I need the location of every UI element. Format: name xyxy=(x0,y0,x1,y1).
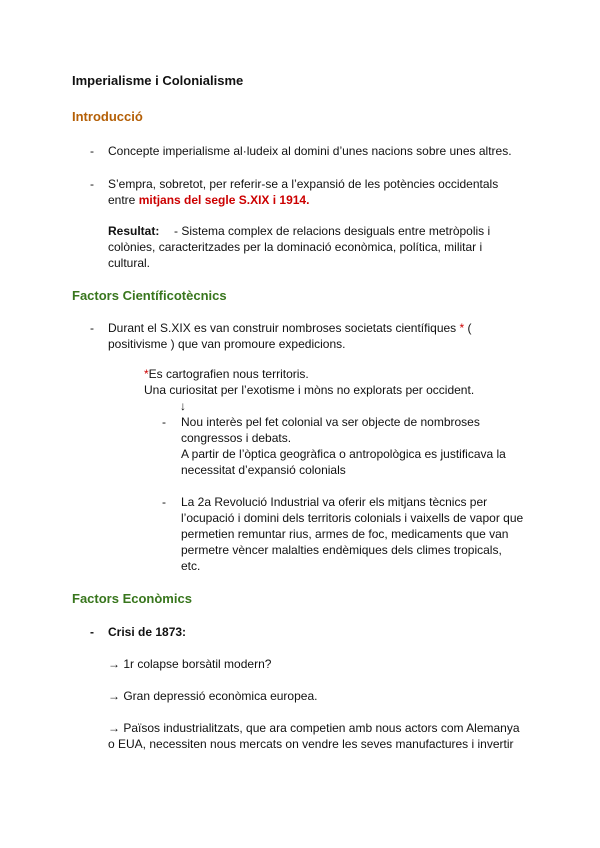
heading-factors-economics: Factors Econòmics xyxy=(72,591,192,606)
econ-bullet-crisi: Crisi de 1873: xyxy=(108,625,187,639)
cient-sub-1-line-2: congressos i debats. xyxy=(181,431,292,445)
result-text-1: - Sistema complex de relacions desiguals entre metròpolis i xyxy=(174,224,491,238)
result-label: Resultat: xyxy=(108,224,160,238)
intro-bullet-2-line-1: S’empra, sobretot, per referir-se a l’expansió de les potències occidentals xyxy=(108,177,499,191)
cient-bullet-1-paren: ( xyxy=(467,321,472,335)
econ-arrow-2: → Gran depressió econòmica europea. xyxy=(108,689,318,703)
econ-arrow-1: → 1r colapse borsàtil modern? xyxy=(108,657,272,671)
bullet-dash: - xyxy=(90,321,94,335)
arrow-down-icon: ↓ xyxy=(180,399,186,413)
intro-highlight-dates: mitjans del segle S.XIX i 1914. xyxy=(138,193,310,207)
heading-factors-cientificotecnics: Factors Científicotècnics xyxy=(72,288,227,303)
cient-sub-2-line-5: etc. xyxy=(181,559,201,573)
cient-sub-2-line-3: permetien remuntar rius, armes de foc, medicaments que van xyxy=(181,527,509,541)
result-line-3: cultural. xyxy=(108,256,151,270)
cient-bullet-1-line-1 xyxy=(108,320,472,336)
bullet-dash: - xyxy=(90,177,94,191)
intro-bullet-2-line-2 xyxy=(108,192,309,208)
cient-sub-1-line-1: Nou interès pel fet colonial va ser objecte de nombroses xyxy=(181,415,480,429)
cient-sub-2-line-2: l’ocupació i domini dels territoris colonials i vaixells de vapor que xyxy=(181,511,524,525)
heading-introduccio: Introducció xyxy=(72,109,143,124)
result-line-2: colònies, caracteritzades per la dominació econòmica, política, militar i xyxy=(108,240,483,254)
result-line-1 xyxy=(108,223,490,239)
note-line-1 xyxy=(144,366,309,382)
bullet-dash: - xyxy=(90,144,94,158)
bullet-dash: - xyxy=(162,415,166,429)
cient-sub-2-line-4: permetre vèncer malalties endèmiques dels climes tropicals, xyxy=(181,543,502,557)
note-text-1: Es cartografien nous territoris. xyxy=(148,367,309,381)
cient-sub-1-line-3: A partir de l’òptica geogràfica o antropològica es justificava la xyxy=(181,447,506,461)
cient-bullet-1-line-2: positivisme ) que van promoure expedicions. xyxy=(108,337,346,351)
intro-bullet-1: Concepte imperialisme al·ludeix al domini d’unes nacions sobre unes altres. xyxy=(108,144,512,158)
econ-arrow-3-line-2: o EUA, necessiten nous mercats on vendre les seves manufactures i invertir xyxy=(108,737,514,751)
econ-arrow-3-line-1: → Països industrialitzats, que ara competien amb nous actors com Alemanya xyxy=(108,721,520,735)
note-line-2: Una curiositat per l’exotisme i mòns no explorats per occident. xyxy=(144,383,475,397)
bullet-dash: - xyxy=(162,495,166,509)
cient-bullet-1-text: Durant el S.XIX es van construir nombroses societats científiques xyxy=(108,321,457,335)
asterisk-mark: * xyxy=(459,321,465,335)
cient-sub-1-line-4: necessitat d’expansió colonials xyxy=(181,463,346,477)
bullet-dash: - xyxy=(90,625,94,639)
cient-sub-2-line-1: La 2a Revolució Industrial va oferir els mitjans tècnics per xyxy=(181,495,488,509)
note-asterisk: * xyxy=(144,367,149,381)
page-title: Imperialisme i Colonialisme xyxy=(72,73,244,88)
intro-bullet-2-pre: entre xyxy=(108,193,139,207)
